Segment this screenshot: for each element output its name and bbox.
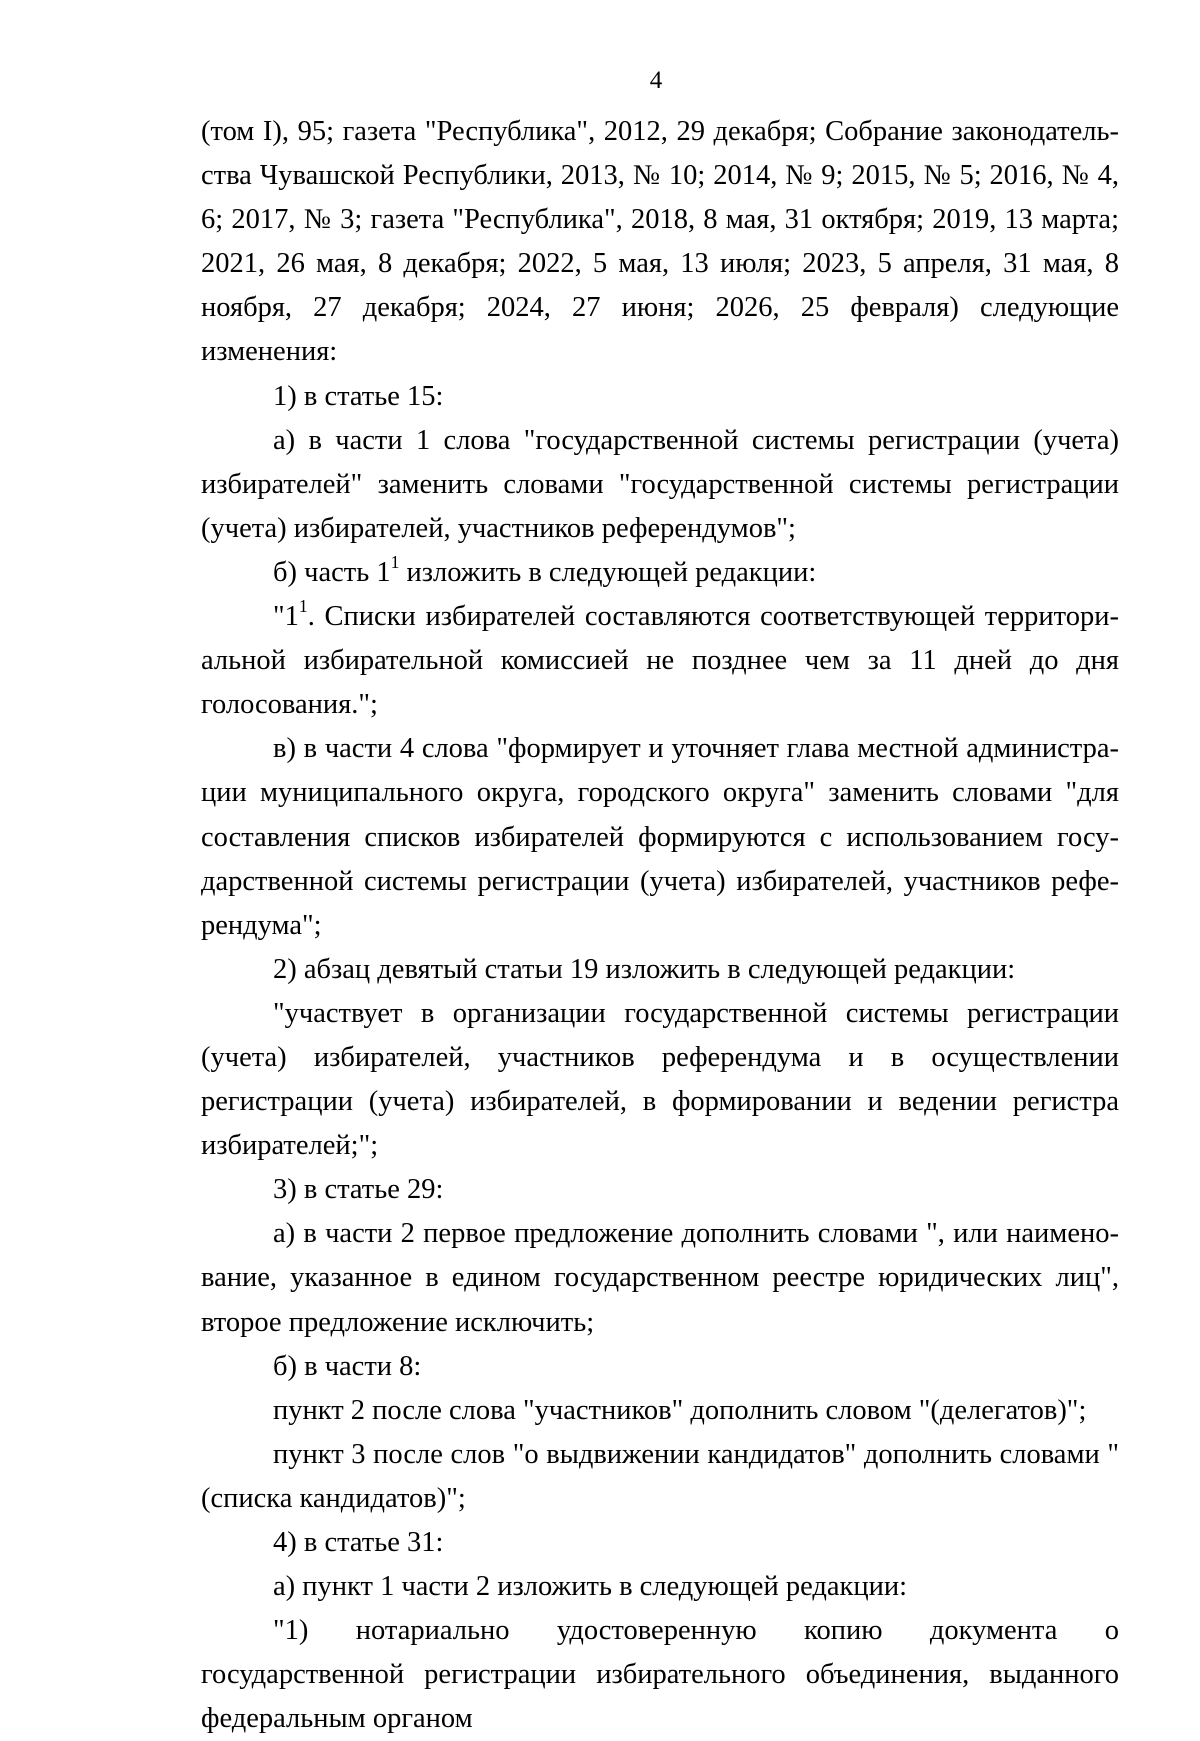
- paragraph-item-1b-after: изложить в следующей редакции:: [399, 556, 817, 588]
- superscript: 1: [390, 551, 400, 572]
- paragraph-item-1: 1) в статье 15:: [273, 380, 444, 412]
- paragraph-item-1v: в) в части 4 слова "формирует и уточняет глава местной администрации муниципального округа, городского округа" заменить словами "для составления списков избирателей формируются с использованием государственной системы регистрации (учета) избирателей, участников референдума";: [201, 733, 1119, 941]
- paragraph-intro: (том I), 95; газета "Республика", 2012, 29 декабря; Собрание законодательства Чувашской Республики, 2013, № 10; 2014, № 9; 2015, № 5; 2016, № 4, 6; 2017, № 3; газета "Республика", 2018, 8 мая, 31 октября; 2019, 13 марта; 2021, 26 мая, 8 декабря; 2022, 5 мая, 13 июля; 2023, 5 апреля, 31 мая, 8 ноября, 27 декабря; 2024, 27 июня; 2026, 25 февраля) следующие изменения:: [201, 116, 1119, 368]
- paragraph-item-2: 2) абзац девятый статьи 19 изложить в следующей редакции:: [273, 953, 1016, 985]
- paragraph-item-2-quote: "участвует в организации государственной системы регистрации (учета) избирателей, участников референдума и в осуществлении регистрации (учета) избирателей, в формировании и ведении регистра избирателей;";: [201, 997, 1119, 1162]
- paragraph-item-3b: б) в части 8:: [273, 1350, 422, 1382]
- paragraph-item-3: 3) в статье 29:: [273, 1174, 444, 1206]
- paragraph-item-3b-point-3: пункт 3 после слов "о выдвижении кандидатов" дополнить словами "(списка кандидатов)";: [201, 1438, 1119, 1514]
- paragraph-item-3a: а) в части 2 первое предложение дополнить словами ", или наименование, указанное в едином государственном реестре юридических лиц", второе предложение исключить;: [201, 1218, 1119, 1338]
- paragraph-item-4a-quote: "1) нотариально удостоверенную копию документа о государственной регистрации избирательного объединения, выданного федеральным органом: [201, 1615, 1119, 1735]
- paragraph-item-4a: а) пункт 1 части 2 изложить в следующей редакции:: [273, 1571, 908, 1603]
- paragraph-item-1b-quote: [201, 595, 1119, 727]
- paragraph-item-1a: а) в части 1 слова "государственной системы регистрации (учета) избирателей" заменить словами "государственной системы регистрации (учета) избирателей, участников референдумов";: [201, 424, 1119, 544]
- superscript: 1: [298, 595, 308, 616]
- paragraph-item-1b-quote-after: . Списки избирателей составляются соответствующей территориальной избирательной комиссией не позднее чем за 11 дней до дня голосования.";: [201, 601, 1119, 721]
- document-body: [201, 110, 1119, 1741]
- paragraph-item-4: 4) в статье 31:: [273, 1527, 444, 1558]
- paragraph-item-1b-quote-before: "1: [273, 601, 299, 633]
- page-number: 4: [649, 67, 663, 94]
- paragraph-item-1b: [201, 551, 1119, 595]
- paragraph-item-3b-point-2: пункт 2 после слова "участников" дополнить словом "(делегатов)";: [273, 1394, 1087, 1426]
- paragraph-item-1b-before: б) часть 1: [273, 556, 391, 588]
